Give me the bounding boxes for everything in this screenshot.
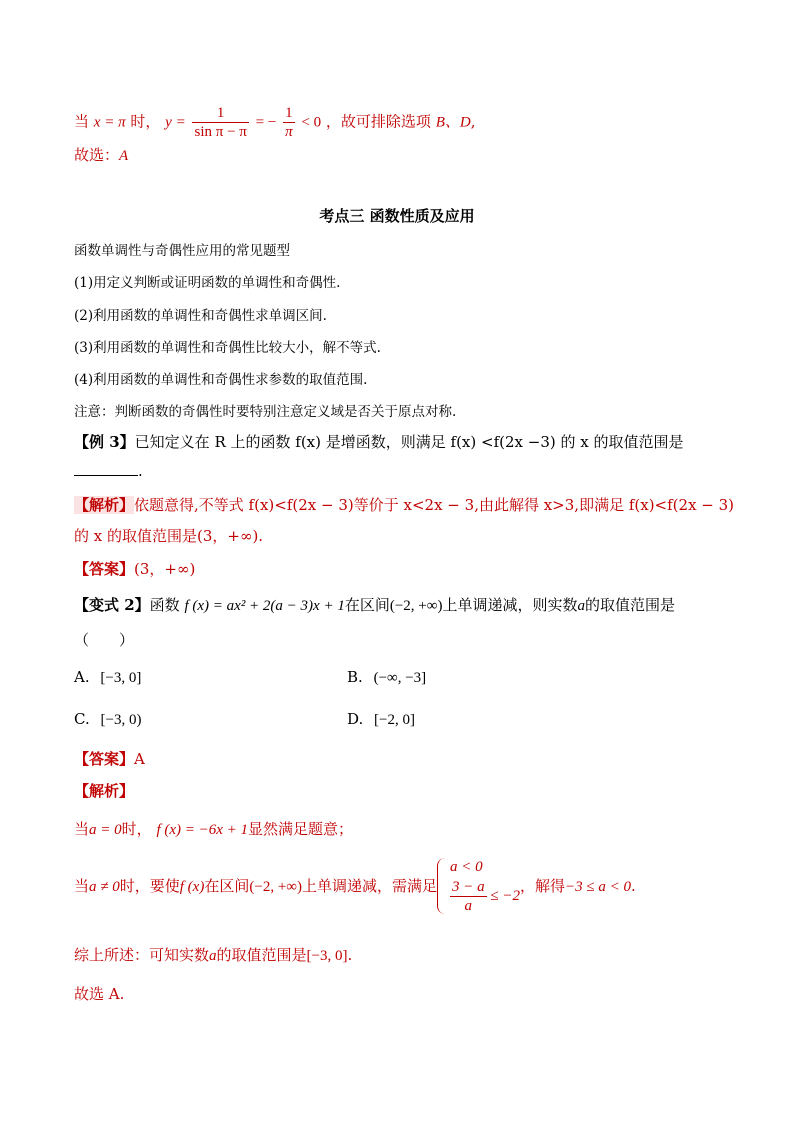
text: .: [138, 462, 143, 480]
case2-lead: [74, 875, 437, 896]
fraction-denominator: sin π − π: [194, 124, 247, 140]
text: ，故可排除选项: [325, 112, 431, 131]
analysis-v2-case-2: [74, 856, 636, 915]
math-function: f (x) = ax² + 2(a − 3)x + 1: [184, 598, 345, 614]
text: 时，要使: [119, 877, 180, 895]
text: 在区间: [344, 596, 390, 614]
text: 的取值范围是: [584, 596, 675, 614]
option-letter: D.: [347, 710, 364, 728]
answer-value: A: [134, 750, 145, 768]
math-interval: (−2, +∞): [389, 598, 443, 614]
text: ，解得: [519, 877, 565, 895]
list-item: (2)利用函数的单调性和奇偶性求单调区间.: [74, 308, 327, 324]
option-letter: A.: [74, 668, 90, 686]
example-label: 【例 3】: [74, 433, 135, 451]
system-line-1: a < 0: [449, 859, 483, 875]
answer-label: 【答案】: [74, 750, 135, 768]
inequality-system: [450, 856, 520, 915]
top-line-2: [74, 144, 128, 165]
options-text: B、D: [435, 114, 471, 131]
math-function: f (x) = −6x + 1: [156, 822, 249, 838]
fraction-numerator: 1: [283, 104, 295, 123]
analysis-v2-summary: [74, 944, 352, 965]
text: 函数: [149, 596, 180, 614]
math-y: y =: [165, 114, 186, 131]
top-line-1: [74, 104, 475, 141]
example-3-blank-line: [74, 461, 143, 480]
fraction-numerator: 3 − a: [451, 879, 485, 895]
text: 在区间: [204, 877, 250, 895]
fraction-1: [192, 104, 248, 141]
text: 显然满足题意；: [248, 820, 354, 838]
text: .: [347, 946, 353, 964]
text: 的取值范围是: [216, 946, 307, 964]
answer-v2: [74, 748, 145, 769]
option-letter: C.: [74, 710, 90, 728]
example-text: 已知定义在 R 上的函数 f(x) 是增函数，则满足 f(x) <f(2x −3) 的 x 的取值范围是: [134, 433, 684, 451]
math-result: [−3, 0]: [306, 948, 348, 964]
variant-2-question: [74, 594, 675, 615]
section-intro: 函数单调性与奇偶性应用的常见题型: [74, 243, 290, 259]
variant-label: 【变式 2】: [74, 596, 150, 614]
math-lt: < 0: [301, 114, 322, 131]
case2-result: [520, 875, 636, 896]
list-item: (3)利用函数的单调性和奇偶性比较大小，解不等式.: [74, 340, 381, 356]
fraction-denominator: a: [464, 898, 473, 914]
text: 当: [74, 820, 90, 838]
option-value: [−2, 0]: [374, 712, 415, 728]
option-value: [−3, 0): [100, 712, 142, 728]
analysis-3-line-1: [74, 494, 734, 515]
text: 上单调递减，需满足: [301, 877, 437, 895]
option-d: [347, 710, 415, 729]
system-fraction: [450, 878, 487, 915]
list-item: (1)用定义判断或证明函数的单调性和奇偶性.: [74, 275, 341, 291]
text: .: [630, 877, 636, 895]
text: 时，: [130, 112, 161, 131]
answer-letter: A: [119, 148, 129, 164]
text: 综上所述：可知实数: [74, 946, 210, 964]
list-item: (4)利用函数的单调性和奇偶性求参数的取值范围.: [74, 372, 368, 388]
option-a: [74, 668, 141, 687]
text: 当: [74, 877, 90, 895]
math-function: f (x): [179, 879, 205, 895]
fraction-numerator: 1: [192, 104, 248, 123]
math-eq: = −: [255, 114, 277, 131]
example-3-question: [74, 431, 683, 452]
math-var: a: [577, 598, 585, 614]
math-cond: a ≠ 0: [89, 879, 120, 895]
section-note: 注意：判断函数的奇偶性时要特别注意定义域是否关于原点对称.: [74, 404, 457, 420]
section-title: 考点三 函数性质及应用: [319, 207, 475, 225]
math-cond: a = 0: [89, 822, 122, 838]
option-value: (−∞, −3]: [373, 670, 427, 686]
math-x-eq-pi: x = π: [93, 114, 126, 131]
fraction-2: [283, 104, 295, 141]
text: 上单调递减，则实数: [442, 596, 578, 614]
text: ,: [470, 112, 476, 131]
fraction-denominator: π: [285, 124, 293, 140]
option-c: [74, 710, 141, 729]
answer-value: (3，+∞): [134, 560, 196, 578]
answer-blank: [74, 461, 138, 476]
option-value: [−3, 0]: [100, 670, 142, 686]
analysis-v2-final: 故选 A.: [74, 985, 125, 1003]
analysis-label: 【解析】: [74, 496, 135, 514]
system-le: ≤ −2: [490, 887, 520, 904]
math-result: −3 ≤ a < 0: [564, 879, 631, 895]
answer-label: 【答案】: [74, 560, 135, 578]
analysis-v2-label: 【解析】: [74, 782, 135, 800]
variant-2-paren: （ ）: [74, 631, 135, 649]
answer-3: [74, 558, 195, 579]
analysis-3-line-2: 的 x 的取值范围是(3，+∞).: [74, 527, 264, 545]
math-var: a: [209, 948, 217, 964]
left-brace: [437, 858, 446, 914]
analysis-text: 依题意得,不等式 f(x)<f(2x − 3)等价于 x<2x − 3,由此解得 x>3,即满足 f(x)<f(2x − 3): [134, 496, 735, 514]
text: 故选：: [74, 146, 120, 164]
analysis-v2-case-1: [74, 818, 353, 839]
math-interval: (−2, +∞): [249, 879, 302, 895]
text: 时，: [121, 820, 152, 838]
option-letter: B.: [347, 668, 363, 686]
text: 当: [74, 112, 90, 131]
system-line-2: [450, 878, 520, 915]
option-b: [347, 668, 426, 687]
